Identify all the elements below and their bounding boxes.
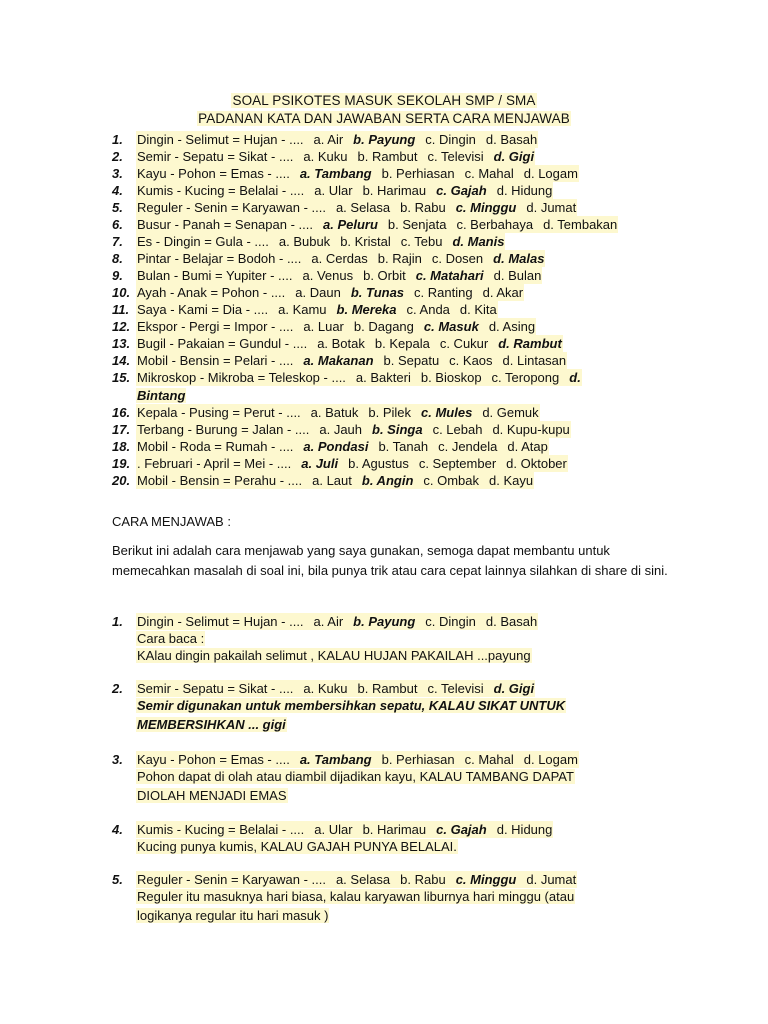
question-6-option-c: c. Berbahaya xyxy=(456,217,534,232)
explanation-5-option-b: b. Rabu xyxy=(400,872,446,887)
question-20-option-d: d. Kayu xyxy=(489,473,534,488)
question-8-option-c: c. Dosen xyxy=(431,251,484,266)
explanation-3-option-d: d. Logam xyxy=(523,752,578,767)
question-13-option-b: b. Kepala xyxy=(374,336,430,351)
question-15-continuation xyxy=(136,387,186,404)
explanation-5-number: 5. xyxy=(112,872,123,887)
question-19-option-b: b. Agustus xyxy=(348,456,409,471)
explanation-1-option-d: d. Basah xyxy=(485,614,538,629)
title-line-2: PADANAN KATA DAN JAWABAN SERTA CARA MENJAWAB xyxy=(198,111,570,126)
question-20-option-c: c. Ombak xyxy=(423,473,480,488)
question-8-option-a: a. Cerdas xyxy=(311,251,368,266)
explanation-2-line-1-text: Semir digunakan untuk membersihkan sepatu, KALAU SIKAT UNTUK xyxy=(137,698,566,713)
question-6-number: 6. xyxy=(112,217,123,232)
question-7-text xyxy=(136,233,505,250)
question-13-question: Bugil - Pakaian = Gundul - .... xyxy=(137,336,308,351)
question-2-option-b: b. Rambut xyxy=(357,149,418,164)
question-5-number: 5. xyxy=(112,200,123,215)
question-1-number: 1. xyxy=(112,132,123,147)
explanation-3-question: Kayu - Pohon = Emas - .... xyxy=(137,752,290,767)
explanation-2-line-2-text: MEMBERSIHKAN ... gigi xyxy=(137,717,286,732)
explanation-1-option-c: c. Dingin xyxy=(425,614,476,629)
question-19-option-c: c. September xyxy=(418,456,497,471)
question-20-option-a: a. Laut xyxy=(312,473,352,488)
question-13-option-c: c. Cukur xyxy=(439,336,489,351)
question-20-option-b: b. Angin xyxy=(361,473,414,488)
question-12-number: 12. xyxy=(112,319,131,334)
question-11-question: Saya - Kami = Dia - .... xyxy=(137,302,269,317)
question-17-number: 17. xyxy=(112,422,131,437)
explanation-1-line-1 xyxy=(136,630,205,647)
explanation-3-option-c: c. Mahal xyxy=(464,752,514,767)
explanation-1-text xyxy=(136,613,538,630)
explanation-2-line-2 xyxy=(136,716,287,733)
explanation-3-line-2 xyxy=(136,787,288,804)
question-7-option-d: d. Manis xyxy=(452,234,505,249)
question-1-question: Dingin - Selimut = Hujan - .... xyxy=(137,132,304,147)
question-13-option-d: d. Rambut xyxy=(498,336,562,351)
explanation-5-option-c: c. Minggu xyxy=(455,872,517,887)
explanation-3-text xyxy=(136,751,579,768)
question-18-option-c: c. Jendela xyxy=(438,439,498,454)
explanation-2-text xyxy=(136,680,535,697)
explanation-1-option-b: b. Payung xyxy=(353,614,416,629)
question-10-option-a: a. Daun xyxy=(295,285,341,300)
question-8-number: 8. xyxy=(112,251,123,266)
explanation-2-option-c: c. Televisi xyxy=(427,681,484,696)
question-11-text xyxy=(136,301,498,318)
explanation-5-text xyxy=(136,871,577,888)
explanation-3-line-1-text: Pohon dapat di olah atau diambil dijadikan kayu, KALAU TAMBANG DAPAT xyxy=(137,769,574,784)
question-16-option-d: d. Gemuk xyxy=(482,405,539,420)
explanation-4-question: Kumis - Kucing = Belalai - .... xyxy=(137,822,305,837)
intro-paragraph: Berikut ini adalah cara menjawab yang saya gunakan, semoga dapat membantu untuk memecahkan masalah di soal ini, bila punya trik atau cara cepat lainnya silahkan di share di sini. xyxy=(112,543,668,578)
question-17-option-c: c. Lebah xyxy=(432,422,483,437)
explanation-3-line-2-text: DIOLAH MENJADI EMAS xyxy=(137,788,287,803)
question-2-option-a: a. Kuku xyxy=(303,149,348,164)
explanation-1-option-a: a. Air xyxy=(313,614,344,629)
question-4-option-d: d. Hidung xyxy=(496,183,553,198)
question-15-continuation-text: Bintang xyxy=(137,388,186,403)
explanation-5-line-1-text: Reguler itu masuknya hari biasa, kalau karyawan liburnya hari minggu (atau xyxy=(137,889,575,904)
question-17-option-d: d. Kupu-kupu xyxy=(492,422,570,437)
question-1-option-c: c. Dingin xyxy=(425,132,476,147)
question-8-text xyxy=(136,250,545,267)
question-8-question: Pintar - Belajar = Bodoh - .... xyxy=(137,251,302,266)
explanation-4-option-a: a. Ular xyxy=(314,822,353,837)
question-5-text xyxy=(136,199,577,216)
question-15-number: 15. xyxy=(112,370,131,385)
question-4-question: Kumis - Kucing = Belalai - .... xyxy=(137,183,305,198)
question-20-number: 20. xyxy=(112,473,131,488)
question-15-option-b: b. Bioskop xyxy=(420,370,482,385)
explanation-4-option-c: c. Gajah xyxy=(436,822,487,837)
question-7-option-a: a. Bubuk xyxy=(278,234,331,249)
question-14-option-d: d. Lintasan xyxy=(502,353,567,368)
question-12-text xyxy=(136,318,536,335)
question-2-text xyxy=(136,148,535,165)
question-15-question: Mikroskop - Mikroba = Teleskop - .... xyxy=(137,370,346,385)
explanation-3-number: 3. xyxy=(112,752,123,767)
explanation-3-option-b: b. Perhiasan xyxy=(381,752,455,767)
question-5-option-d: d. Jumat xyxy=(526,200,577,215)
explanation-1-question: Dingin - Selimut = Hujan - .... xyxy=(137,614,304,629)
question-1-option-b: b. Payung xyxy=(353,132,416,147)
question-3-question: Kayu - Pohon = Emas - .... xyxy=(137,166,290,181)
question-5-question: Reguler - Senin = Karyawan - .... xyxy=(137,200,326,215)
question-18-number: 18. xyxy=(112,439,131,454)
title-line-1: SOAL PSIKOTES MASUK SEKOLAH SMP / SMA xyxy=(232,93,536,108)
explanation-4-line-1-text: Kucing punya kumis, KALAU GAJAH PUNYA BELALAI. xyxy=(137,839,457,854)
question-12-question: Ekspor - Pergi = Impor - .... xyxy=(137,319,294,334)
question-16-text xyxy=(136,404,540,421)
question-7-option-b: b. Kristal xyxy=(340,234,391,249)
explanation-4-option-d: d. Hidung xyxy=(496,822,553,837)
question-7-question: Es - Dingin = Gula - .... xyxy=(137,234,269,249)
question-14-number: 14. xyxy=(112,353,131,368)
question-14-text xyxy=(136,352,567,369)
question-20-question: Mobil - Bensin = Perahu - .... xyxy=(137,473,303,488)
question-19-question: . Februari - April = Mei - .... xyxy=(137,456,292,471)
question-15-option-c: c. Teropong xyxy=(491,370,560,385)
question-19-option-d: d. Oktober xyxy=(506,456,567,471)
question-13-text xyxy=(136,335,563,352)
question-9-option-c: c. Matahari xyxy=(415,268,484,283)
question-11-option-b: b. Mereka xyxy=(336,302,397,317)
question-9-text xyxy=(136,267,542,284)
question-6-option-b: b. Senjata xyxy=(387,217,447,232)
question-16-number: 16. xyxy=(112,405,131,420)
question-19-text xyxy=(136,455,568,472)
question-10-option-c: c. Ranting xyxy=(414,285,473,300)
explanation-2-option-b: b. Rambut xyxy=(357,681,418,696)
explanation-3-option-a: a. Tambang xyxy=(299,752,372,767)
explanation-2-option-a: a. Kuku xyxy=(303,681,348,696)
explanation-2-line-1 xyxy=(136,697,566,714)
question-12-option-b: b. Dagang xyxy=(353,319,414,334)
question-4-option-c: c. Gajah xyxy=(436,183,487,198)
question-9-number: 9. xyxy=(112,268,123,283)
question-11-option-d: d. Kita xyxy=(459,302,497,317)
question-4-option-b: b. Harimau xyxy=(362,183,427,198)
question-5-option-b: b. Rabu xyxy=(400,200,446,215)
question-6-question: Busur - Panah = Senapan - .... xyxy=(137,217,313,232)
question-4-number: 4. xyxy=(112,183,123,198)
question-4-text xyxy=(136,182,553,199)
question-3-option-c: c. Mahal xyxy=(464,166,514,181)
question-19-number: 19. xyxy=(112,456,131,471)
question-16-option-b: b. Pilek xyxy=(368,405,412,420)
question-6-text xyxy=(136,216,618,233)
question-7-option-c: c. Tebu xyxy=(400,234,443,249)
question-12-option-d: d. Asing xyxy=(488,319,536,334)
question-18-option-a: a. Pondasi xyxy=(303,439,369,454)
question-17-option-a: a. Jauh xyxy=(319,422,363,437)
question-17-option-b: b. Singa xyxy=(372,422,423,437)
question-12-option-a: a. Luar xyxy=(303,319,344,334)
question-19-option-a: a. Juli xyxy=(301,456,339,471)
question-5-option-a: a. Selasa xyxy=(335,200,391,215)
question-17-question: Terbang - Burung = Jalan - .... xyxy=(137,422,310,437)
explanation-2-number: 2. xyxy=(112,681,123,696)
question-1-text xyxy=(136,131,538,148)
question-10-text xyxy=(136,284,524,301)
question-7-number: 7. xyxy=(112,234,123,249)
question-16-option-a: a. Batuk xyxy=(310,405,359,420)
question-10-option-d: d. Akar xyxy=(482,285,524,300)
question-18-text xyxy=(136,438,549,455)
question-10-option-b: b. Tunas xyxy=(350,285,405,300)
question-2-number: 2. xyxy=(112,149,123,164)
explanation-1-number: 1. xyxy=(112,614,123,629)
question-6-option-a: a. Peluru xyxy=(322,217,378,232)
question-5-option-c: c. Minggu xyxy=(455,200,517,215)
question-3-option-a: a. Tambang xyxy=(299,166,372,181)
question-1-option-a: a. Air xyxy=(313,132,344,147)
question-3-text xyxy=(136,165,579,182)
explanation-1-line-2-text: KAlau dingin pakailah selimut , KALAU HUJAN PAKAILAH ...payung xyxy=(137,648,531,663)
question-4-option-a: a. Ular xyxy=(314,183,353,198)
question-11-option-c: c. Anda xyxy=(406,302,450,317)
explanation-1-line-1-text: Cara baca : xyxy=(137,631,205,646)
explanation-3-line-1 xyxy=(136,768,575,785)
question-9-option-d: d. Bulan xyxy=(493,268,542,283)
question-14-option-b: b. Sepatu xyxy=(383,353,440,368)
question-9-question: Bulan - Bumi = Yupiter - .... xyxy=(137,268,293,283)
explanation-4-text xyxy=(136,821,553,838)
question-13-option-a: a. Botak xyxy=(317,336,365,351)
question-18-question: Mobil - Roda = Rumah - .... xyxy=(137,439,294,454)
question-6-option-d: d. Tembakan xyxy=(543,217,618,232)
question-1-option-d: d. Basah xyxy=(485,132,538,147)
question-8-option-d: d. Malas xyxy=(493,251,545,266)
question-14-option-a: a. Makanan xyxy=(303,353,374,368)
question-9-option-a: a. Venus xyxy=(302,268,354,283)
explanation-2-question: Semir - Sepatu = Sikat - .... xyxy=(137,681,294,696)
explanation-5-line-2-text: logikanya regular itu hari masuk ) xyxy=(137,908,329,923)
question-11-number: 11. xyxy=(112,302,130,317)
explanation-2-option-d: d. Gigi xyxy=(493,681,535,696)
question-10-number: 10. xyxy=(112,285,131,300)
question-8-option-b: b. Rajin xyxy=(377,251,422,266)
explanation-5-line-1 xyxy=(136,888,575,905)
question-15-option-a: a. Bakteri xyxy=(355,370,411,385)
question-18-option-b: b. Tanah xyxy=(378,439,429,454)
question-14-option-c: c. Kaos xyxy=(449,353,493,368)
cara-heading: CARA MENJAWAB : xyxy=(112,514,231,529)
question-3-option-d: d. Logam xyxy=(523,166,578,181)
question-2-option-c: c. Televisi xyxy=(427,149,484,164)
question-16-question: Kepala - Pusing = Perut - .... xyxy=(137,405,301,420)
question-3-number: 3. xyxy=(112,166,123,181)
explanation-4-option-b: b. Harimau xyxy=(362,822,427,837)
question-3-option-b: b. Perhiasan xyxy=(381,166,455,181)
explanation-4-line-1 xyxy=(136,838,458,855)
explanation-5-option-d: d. Jumat xyxy=(526,872,577,887)
question-15-option-d: d. xyxy=(569,370,581,385)
explanation-5-question: Reguler - Senin = Karyawan - .... xyxy=(137,872,326,887)
question-17-text xyxy=(136,421,571,438)
explanation-5-option-a: a. Selasa xyxy=(335,872,391,887)
question-11-option-a: a. Kamu xyxy=(278,302,327,317)
question-18-option-d: d. Atap xyxy=(507,439,548,454)
question-16-option-c: c. Mules xyxy=(421,405,473,420)
explanation-5-line-2 xyxy=(136,907,329,924)
question-2-option-d: d. Gigi xyxy=(493,149,535,164)
explanation-1-line-2 xyxy=(136,647,532,664)
question-15-text xyxy=(136,369,582,386)
explanation-4-number: 4. xyxy=(112,822,123,837)
question-13-number: 13. xyxy=(112,336,131,351)
question-20-text xyxy=(136,472,534,489)
question-2-question: Semir - Sepatu = Sikat - .... xyxy=(137,149,294,164)
question-14-question: Mobil - Bensin = Pelari - .... xyxy=(137,353,294,368)
question-12-option-c: c. Masuk xyxy=(423,319,479,334)
question-10-question: Ayah - Anak = Pohon - .... xyxy=(137,285,286,300)
question-9-option-b: b. Orbit xyxy=(363,268,406,283)
